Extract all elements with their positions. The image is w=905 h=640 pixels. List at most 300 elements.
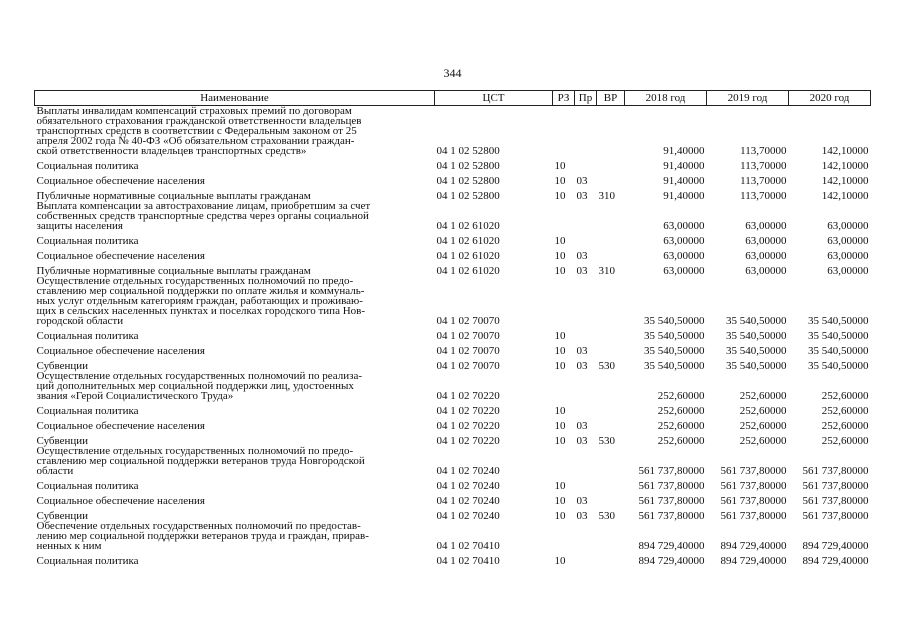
cell-name xyxy=(35,476,435,491)
cell-rz-text: 10 xyxy=(554,435,566,447)
header-2018: 2018 год xyxy=(625,91,707,106)
budget-table xyxy=(34,90,871,566)
cell-2019 xyxy=(707,106,789,157)
cell-2019 xyxy=(707,476,789,491)
cell-name xyxy=(35,401,435,416)
cell-2020-text: 894 729,40000 xyxy=(802,555,869,567)
cell-vr xyxy=(597,171,625,186)
cell-name-text: Осуществление отдельных государственных полномочий по реализа- ций дополнительных мер социальной поддержки лиц, удостоенных звания «Герой Социалистического Труда» xyxy=(36,370,363,402)
cell-2018-text: 894 729,40000 xyxy=(638,540,705,552)
cell-rz xyxy=(553,341,575,356)
cell-name-text: Публичные нормативные социальные выплаты гражданам xyxy=(36,190,311,202)
cell-cst-text: 04 1 02 61020 xyxy=(436,265,500,277)
header-vr: ВР xyxy=(597,91,625,106)
cell-rz xyxy=(553,156,575,171)
cell-cst xyxy=(435,356,553,371)
cell-cst-text: 04 1 02 70220 xyxy=(436,435,500,447)
cell-2020-text: 35 540,50000 xyxy=(808,330,869,342)
cell-name xyxy=(35,356,435,371)
cell-2020-text: 63,00000 xyxy=(827,220,869,232)
cell-2019-text: 113,70000 xyxy=(740,145,787,157)
cell-cst-text: 04 1 02 70220 xyxy=(436,405,500,417)
cell-name-text: Выплаты инвалидам компенсаций страховых премий по договорам обязательного страхования гражданской ответственности владельцев транспортных средств в соответствии с Федеральным законом от 25 апреля 2002 года № 40-ФЗ «Об обязательном страховании граждан- ской ответственности владельцев транспортных средств» xyxy=(36,105,362,157)
cell-rz xyxy=(553,186,575,201)
cell-2020 xyxy=(789,506,871,521)
cell-rz xyxy=(553,371,575,401)
cell-rz xyxy=(553,276,575,326)
cell-2018-text: 561 737,80000 xyxy=(638,465,705,477)
table-row xyxy=(35,106,871,157)
cell-2018 xyxy=(625,231,707,246)
cell-pr-text: 03 xyxy=(576,250,588,262)
cell-pr xyxy=(575,416,597,431)
cell-2019-text: 561 737,80000 xyxy=(720,495,787,507)
cell-cst-text: 04 1 02 70240 xyxy=(436,495,500,507)
cell-pr xyxy=(575,171,597,186)
cell-vr xyxy=(597,356,625,371)
page-number: 344 xyxy=(443,66,462,80)
cell-rz xyxy=(553,261,575,276)
table-row xyxy=(35,156,871,171)
cell-2018-text: 91,40000 xyxy=(663,190,705,202)
cell-name-text: Социальная политика xyxy=(36,555,139,567)
header-pr: Пр xyxy=(575,91,597,106)
cell-vr-text: 530 xyxy=(598,510,615,522)
cell-2019 xyxy=(707,551,789,566)
cell-rz xyxy=(553,106,575,157)
cell-name-text: Социальная политика xyxy=(36,405,139,417)
cell-cst-text: 04 1 02 70240 xyxy=(436,465,500,477)
cell-rz xyxy=(553,551,575,566)
cell-2019 xyxy=(707,171,789,186)
cell-2019-text: 35 540,50000 xyxy=(726,360,787,372)
cell-2019 xyxy=(707,446,789,476)
cell-2019-text: 252,60000 xyxy=(739,435,787,447)
cell-2018 xyxy=(625,371,707,401)
cell-cst xyxy=(435,521,553,551)
cell-name xyxy=(35,261,435,276)
cell-2018-text: 63,00000 xyxy=(663,235,705,247)
table-row xyxy=(35,371,871,401)
cell-cst-text: 04 1 02 52800 xyxy=(436,145,500,157)
cell-cst-text: 04 1 02 70410 xyxy=(436,555,500,567)
cell-vr xyxy=(597,326,625,341)
cell-2020-text: 142,10000 xyxy=(821,190,869,202)
cell-cst-text: 04 1 02 61020 xyxy=(436,220,500,232)
cell-pr xyxy=(575,401,597,416)
cell-2019-text: 63,00000 xyxy=(745,250,787,262)
cell-rz xyxy=(553,416,575,431)
cell-cst xyxy=(435,106,553,157)
table-row xyxy=(35,446,871,476)
cell-rz xyxy=(553,246,575,261)
cell-2019 xyxy=(707,261,789,276)
cell-cst-text: 04 1 02 70240 xyxy=(436,480,500,492)
cell-2018 xyxy=(625,326,707,341)
cell-2018-text: 35 540,50000 xyxy=(644,330,705,342)
cell-2018 xyxy=(625,356,707,371)
cell-2019 xyxy=(707,276,789,326)
cell-2019 xyxy=(707,356,789,371)
cell-2018-text: 35 540,50000 xyxy=(644,360,705,372)
cell-name xyxy=(35,446,435,476)
cell-2020 xyxy=(789,246,871,261)
cell-rz xyxy=(553,201,575,231)
table-row xyxy=(35,416,871,431)
cell-2020 xyxy=(789,171,871,186)
cell-2018-text: 63,00000 xyxy=(663,220,705,232)
table-row xyxy=(35,521,871,551)
cell-name xyxy=(35,156,435,171)
cell-2018-text: 252,60000 xyxy=(657,420,705,432)
cell-2018 xyxy=(625,401,707,416)
cell-2020 xyxy=(789,401,871,416)
cell-2020 xyxy=(789,416,871,431)
cell-2020-text: 561 737,80000 xyxy=(802,480,869,492)
cell-name-text: Субвенции xyxy=(36,360,89,372)
cell-2018 xyxy=(625,341,707,356)
cell-2019-text: 561 737,80000 xyxy=(720,465,787,477)
cell-cst-text: 04 1 02 70070 xyxy=(436,315,500,327)
cell-2020 xyxy=(789,431,871,446)
cell-name-text: Социальное обеспечение населения xyxy=(36,345,205,357)
cell-name xyxy=(35,521,435,551)
cell-2020-text: 561 737,80000 xyxy=(802,495,869,507)
cell-2018 xyxy=(625,491,707,506)
cell-rz xyxy=(553,521,575,551)
cell-2020 xyxy=(789,186,871,201)
cell-2019-text: 35 540,50000 xyxy=(726,345,787,357)
cell-pr xyxy=(575,201,597,231)
table-row xyxy=(35,231,871,246)
cell-2020-text: 252,60000 xyxy=(821,390,869,402)
table-row xyxy=(35,356,871,371)
cell-rz-text: 10 xyxy=(554,495,566,507)
cell-name-text: Социальное обеспечение населения xyxy=(36,420,205,432)
cell-vr xyxy=(597,261,625,276)
cell-2020-text: 63,00000 xyxy=(827,250,869,262)
cell-pr-text: 03 xyxy=(576,265,588,277)
cell-2020 xyxy=(789,476,871,491)
cell-name xyxy=(35,186,435,201)
cell-name-text: Социальная политика xyxy=(36,235,139,247)
cell-rz-text: 10 xyxy=(554,330,566,342)
cell-cst xyxy=(435,341,553,356)
cell-cst-text: 04 1 02 61020 xyxy=(436,235,500,247)
cell-cst xyxy=(435,276,553,326)
cell-name xyxy=(35,106,435,157)
cell-rz xyxy=(553,356,575,371)
cell-pr-text: 03 xyxy=(576,420,588,432)
cell-2020-text: 142,10000 xyxy=(821,160,869,172)
cell-2019-text: 252,60000 xyxy=(739,390,787,402)
header-2020: 2020 год xyxy=(789,91,871,106)
header-rz: РЗ xyxy=(553,91,575,106)
header-name: Наименование xyxy=(35,91,435,106)
cell-2020 xyxy=(789,156,871,171)
cell-2020-text: 252,60000 xyxy=(821,420,869,432)
cell-pr xyxy=(575,506,597,521)
cell-pr xyxy=(575,156,597,171)
cell-rz xyxy=(553,401,575,416)
cell-2018 xyxy=(625,246,707,261)
cell-cst xyxy=(435,186,553,201)
cell-name-text: Социальная политика xyxy=(36,330,139,342)
cell-vr xyxy=(597,231,625,246)
cell-2020 xyxy=(789,446,871,476)
cell-name xyxy=(35,551,435,566)
cell-cst xyxy=(435,446,553,476)
cell-2018-text: 561 737,80000 xyxy=(638,510,705,522)
cell-2019-text: 35 540,50000 xyxy=(726,330,787,342)
cell-rz-text: 10 xyxy=(554,555,566,567)
cell-2018-text: 252,60000 xyxy=(657,405,705,417)
cell-vr xyxy=(597,521,625,551)
cell-name-text: Социальное обеспечение населения xyxy=(36,250,205,262)
cell-name xyxy=(35,341,435,356)
cell-cst xyxy=(435,506,553,521)
cell-pr-text: 03 xyxy=(576,190,588,202)
cell-2019 xyxy=(707,201,789,231)
cell-2018 xyxy=(625,431,707,446)
cell-vr-text: 310 xyxy=(598,265,615,277)
cell-2020-text: 35 540,50000 xyxy=(808,360,869,372)
cell-2020-text: 142,10000 xyxy=(821,145,869,157)
cell-rz xyxy=(553,491,575,506)
cell-pr xyxy=(575,276,597,326)
cell-2019 xyxy=(707,326,789,341)
table-row xyxy=(35,491,871,506)
cell-2020 xyxy=(789,231,871,246)
cell-rz xyxy=(553,506,575,521)
table-row xyxy=(35,341,871,356)
cell-cst xyxy=(435,476,553,491)
cell-cst-text: 04 1 02 70220 xyxy=(436,420,500,432)
cell-2019-text: 252,60000 xyxy=(739,420,787,432)
cell-2019 xyxy=(707,431,789,446)
cell-2020-text: 252,60000 xyxy=(821,435,869,447)
cell-rz-text: 10 xyxy=(554,420,566,432)
cell-2018-text: 63,00000 xyxy=(663,250,705,262)
cell-name xyxy=(35,201,435,231)
cell-name xyxy=(35,326,435,341)
cell-2019 xyxy=(707,371,789,401)
cell-rz xyxy=(553,431,575,446)
cell-2020 xyxy=(789,326,871,341)
cell-2019-text: 894 729,40000 xyxy=(720,540,787,552)
cell-2020-text: 894 729,40000 xyxy=(802,540,869,552)
cell-pr xyxy=(575,231,597,246)
cell-cst xyxy=(435,371,553,401)
cell-2020 xyxy=(789,276,871,326)
cell-vr-text: 310 xyxy=(598,190,615,202)
cell-2018 xyxy=(625,476,707,491)
cell-cst xyxy=(435,261,553,276)
cell-name-text: Социальное обеспечение населения xyxy=(36,175,205,187)
table-row xyxy=(35,186,871,201)
cell-rz-text: 10 xyxy=(554,510,566,522)
cell-name xyxy=(35,506,435,521)
cell-2020 xyxy=(789,371,871,401)
cell-name-text: Обеспечение отдельных государственных полномочий по предостав- лению мер социальной поддержки ветеранов труда и граждан, прирав- ненных к ним xyxy=(36,520,369,552)
table-row xyxy=(35,276,871,326)
cell-pr xyxy=(575,261,597,276)
cell-pr xyxy=(575,186,597,201)
cell-rz xyxy=(553,231,575,246)
table-row xyxy=(35,401,871,416)
cell-vr xyxy=(597,156,625,171)
cell-cst xyxy=(435,431,553,446)
cell-name xyxy=(35,431,435,446)
cell-cst-text: 04 1 02 52800 xyxy=(436,175,500,187)
table-row xyxy=(35,431,871,446)
cell-2019-text: 894 729,40000 xyxy=(720,555,787,567)
cell-cst xyxy=(435,401,553,416)
cell-vr xyxy=(597,186,625,201)
cell-cst-text: 04 1 02 70070 xyxy=(436,345,500,357)
cell-vr xyxy=(597,446,625,476)
cell-pr-text: 03 xyxy=(576,435,588,447)
cell-name-text: Субвенции xyxy=(36,510,89,522)
cell-vr xyxy=(597,371,625,401)
table-row xyxy=(35,551,871,566)
cell-rz xyxy=(553,446,575,476)
cell-2018 xyxy=(625,106,707,157)
cell-2019-text: 113,70000 xyxy=(740,160,787,172)
cell-name-text: Осуществление отдельных государственных полномочий по предо- ставлению мер социальной поддержки по оплате жилья и коммуналь- ных услуг отдельным категориям граждан, работающих и проживаю- щих в сельских населенных пунктах и поселках городского типа Нов- городской области xyxy=(36,275,366,327)
cell-2018-text: 35 540,50000 xyxy=(644,315,705,327)
cell-cst xyxy=(435,246,553,261)
cell-pr-text: 03 xyxy=(576,360,588,372)
cell-name xyxy=(35,231,435,246)
cell-2018-text: 91,40000 xyxy=(663,160,705,172)
cell-2019 xyxy=(707,521,789,551)
cell-2018 xyxy=(625,551,707,566)
cell-vr xyxy=(597,201,625,231)
table-row xyxy=(35,326,871,341)
cell-cst xyxy=(435,326,553,341)
cell-cst-text: 04 1 02 70070 xyxy=(436,330,500,342)
cell-2019 xyxy=(707,156,789,171)
cell-2019 xyxy=(707,506,789,521)
cell-2019 xyxy=(707,401,789,416)
cell-pr xyxy=(575,431,597,446)
cell-name xyxy=(35,246,435,261)
cell-2018-text: 91,40000 xyxy=(663,145,705,157)
cell-2020-text: 35 540,50000 xyxy=(808,315,869,327)
cell-2018-text: 561 737,80000 xyxy=(638,495,705,507)
cell-2019-text: 252,60000 xyxy=(739,405,787,417)
cell-2019-text: 35 540,50000 xyxy=(726,315,787,327)
cell-2019 xyxy=(707,416,789,431)
header-2019: 2019 год xyxy=(707,91,789,106)
cell-vr-text: 530 xyxy=(598,435,615,447)
cell-name xyxy=(35,491,435,506)
cell-pr xyxy=(575,356,597,371)
cell-vr xyxy=(597,431,625,446)
cell-pr-text: 03 xyxy=(576,175,588,187)
cell-vr-text: 530 xyxy=(598,360,615,372)
cell-2018 xyxy=(625,521,707,551)
cell-pr xyxy=(575,446,597,476)
cell-rz-text: 10 xyxy=(554,480,566,492)
cell-2020-text: 142,10000 xyxy=(821,175,869,187)
cell-2018-text: 561 737,80000 xyxy=(638,480,705,492)
cell-name-text: Социальное обеспечение населения xyxy=(36,495,205,507)
cell-pr xyxy=(575,476,597,491)
cell-vr xyxy=(597,416,625,431)
cell-pr-text: 03 xyxy=(576,345,588,357)
cell-rz-text: 10 xyxy=(554,160,566,172)
cell-pr xyxy=(575,341,597,356)
cell-rz-text: 10 xyxy=(554,190,566,202)
table-row xyxy=(35,476,871,491)
cell-cst-text: 04 1 02 52800 xyxy=(436,160,500,172)
cell-name xyxy=(35,276,435,326)
cell-cst xyxy=(435,156,553,171)
cell-2019-text: 113,70000 xyxy=(740,175,787,187)
cell-name xyxy=(35,171,435,186)
cell-2018-text: 63,00000 xyxy=(663,265,705,277)
cell-rz-text: 10 xyxy=(554,405,566,417)
cell-pr xyxy=(575,371,597,401)
cell-2019 xyxy=(707,341,789,356)
cell-cst-text: 04 1 02 61020 xyxy=(436,250,500,262)
table-row xyxy=(35,261,871,276)
cell-2019 xyxy=(707,231,789,246)
cell-pr xyxy=(575,106,597,157)
cell-name-text: Выплата компенсации за автострахование лицам, приобретшим за счет собственных средств транспортные средства через органы социальной защиты населения xyxy=(36,200,371,232)
table-header-row xyxy=(35,91,871,106)
cell-2018-text: 252,60000 xyxy=(657,435,705,447)
cell-2020 xyxy=(789,491,871,506)
header-cst: ЦСТ xyxy=(435,91,553,106)
cell-name-text: Субвенции xyxy=(36,435,89,447)
cell-vr xyxy=(597,476,625,491)
cell-cst xyxy=(435,551,553,566)
cell-2018 xyxy=(625,506,707,521)
cell-2020 xyxy=(789,201,871,231)
cell-vr xyxy=(597,506,625,521)
cell-2018-text: 91,40000 xyxy=(663,175,705,187)
cell-pr xyxy=(575,326,597,341)
cell-cst-text: 04 1 02 70220 xyxy=(436,390,500,402)
cell-2020-text: 561 737,80000 xyxy=(802,510,869,522)
cell-vr xyxy=(597,246,625,261)
cell-name xyxy=(35,416,435,431)
cell-vr xyxy=(597,551,625,566)
cell-2018 xyxy=(625,171,707,186)
cell-2019 xyxy=(707,186,789,201)
cell-2020 xyxy=(789,106,871,157)
cell-vr xyxy=(597,341,625,356)
cell-2018 xyxy=(625,156,707,171)
table-row xyxy=(35,201,871,231)
cell-rz xyxy=(553,171,575,186)
cell-pr-text: 03 xyxy=(576,510,588,522)
table-row xyxy=(35,171,871,186)
cell-vr xyxy=(597,401,625,416)
cell-2019-text: 63,00000 xyxy=(745,265,787,277)
cell-rz-text: 10 xyxy=(554,175,566,187)
cell-2020-text: 252,60000 xyxy=(821,405,869,417)
cell-pr xyxy=(575,491,597,506)
cell-2020 xyxy=(789,261,871,276)
cell-2018 xyxy=(625,446,707,476)
cell-2018 xyxy=(625,261,707,276)
cell-2020-text: 35 540,50000 xyxy=(808,345,869,357)
cell-cst xyxy=(435,231,553,246)
